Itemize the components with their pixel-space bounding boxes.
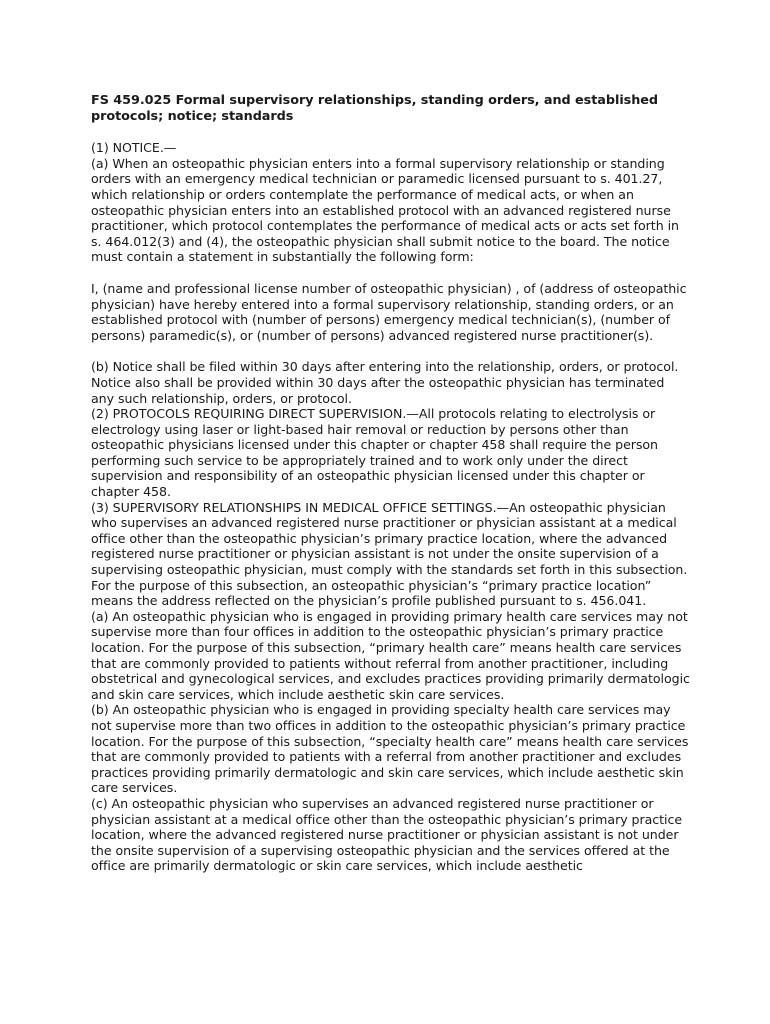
section-3b-text: (b) An osteopathic physician who is engaged in providing specialty health care services may not supervise more than two offices in addition to the osteopathic physician’s primary practice location. For the purpose of this subsection, “specialty health care” means health care services that are commonly provided to patients with a referral from another practitioner and excludes practices providing primarily dermatologic and skin care services, which include aesthetic skin care services. bbox=[91, 702, 689, 796]
document-page bbox=[91, 93, 691, 874]
section-1a-text: (a) When an osteopathic physician enters into a formal supervisory relationship or standing orders with an emergency medical technician or paramedic licensed pursuant to s. 401.27, which relationship or orders contemplate the performance of medical acts, or when an osteopathic physician enters into an established protocol with an advanced registered nurse practitioner, which protocol contemplates the performance of medical acts or acts set forth in s. 464.012(3) and (4), the osteopathic physician shall submit notice to the board. The notice must contain a statement in substantially the following form: bbox=[91, 155, 679, 265]
document-title: FS 459.025 Formal supervisory relationships, standing orders, and established protocols; notice; standards bbox=[91, 93, 659, 124]
section-3a-text: (a) An osteopathic physician who is engaged in providing primary health care services may not supervise more than four offices in addition to the osteopathic physician’s primary practice location. For the purpose of this subsection, “primary health care” means health care services that are commonly provided to patients without referral from another practitioner, including obstetrical and gynecological services, and excludes practices providing primarily dermatologic and skin care services, which include aesthetic skin care services. bbox=[91, 608, 690, 702]
section-1b-text: (b) Notice shall be filed within 30 days after entering into the relationship, orders, or protocol. Notice also shall be provided within 30 days after the osteopathic physician has terminated any such relationship, orders, or protocol. bbox=[91, 359, 679, 406]
paragraph-gap bbox=[91, 343, 691, 359]
paragraph-gap bbox=[91, 265, 691, 281]
notice-form-statement: I, (name and professional license number of osteopathic physician) , of (address of osteopathic physician) have hereby entered into a formal supervisory relationship, standing orders, or an established protocol with (number of persons) emergency medical technician(s), (number of persons) paramedic(s), or (number of persons) advanced registered nurse practitioner(s). bbox=[91, 280, 687, 343]
section-3-text: (3) SUPERVISORY RELATIONSHIPS IN MEDICAL OFFICE SETTINGS.—An osteopathic physician who supervises an advanced registered nurse practitioner or physician assistant at a medical office other than the osteopathic physician’s primary practice location, where the advanced registered nurse practitioner or physician assistant is not under the onsite supervision of a supervising osteopathic physician, must comply with the standards set forth in this subsection. For the purpose of this subsection, an osteopathic physician’s “primary practice location” means the address reflected on the physician’s profile published pursuant to s. 456.041. bbox=[91, 499, 688, 609]
section-1-heading: (1) NOTICE.— bbox=[91, 140, 177, 156]
section-3c-text: (c) An osteopathic physician who supervises an advanced registered nurse practitioner or physician assistant at a medical office other than the osteopathic physician’s primary practice location, where the advanced registered nurse practitioner or physician assistant is not under the onsite supervision of a supervising osteopathic physician and the services offered at the office are primarily dermatologic or skin care services, which include aesthetic bbox=[91, 795, 683, 874]
section-2-text: (2) PROTOCOLS REQUIRING DIRECT SUPERVISION.—All protocols relating to electrolysis or electrology using laser or light-based hair removal or reduction by persons other than osteopathic physicians licensed under this chapter or chapter 458 shall require the person performing such service to be appropriately trained and to work only under the direct supervision and responsibility of an osteopathic physician licensed under this chapter or chapter 458. bbox=[91, 406, 658, 500]
